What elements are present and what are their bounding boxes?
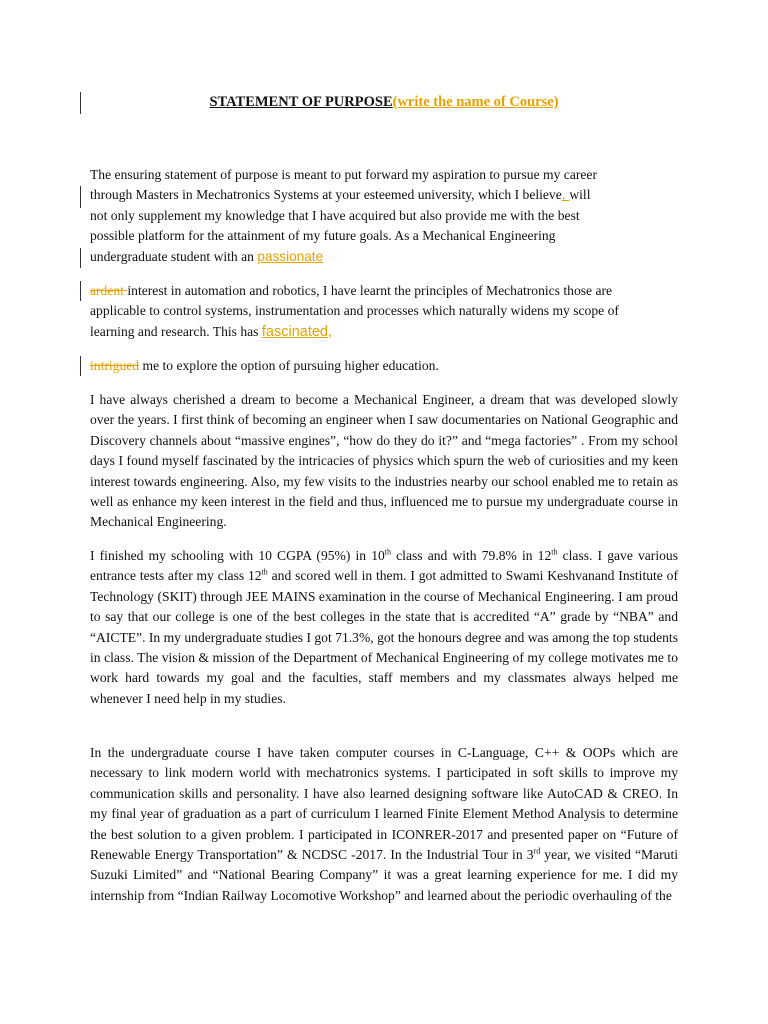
title-main: STATEMENT OF PURPOSE <box>209 94 393 110</box>
deleted-text: intrigued <box>90 358 140 373</box>
text-line: through Masters in Mechatronics Systems at your esteemed university, which I believe, will <box>90 187 591 203</box>
change-bar <box>80 186 81 208</box>
change-bar <box>80 248 81 268</box>
paragraph-intrigued <box>90 356 678 376</box>
page-title <box>0 94 768 111</box>
text-line: not only supplement my knowledge that I have acquired but also provide me with the best <box>90 207 580 223</box>
paragraph-undergraduate: In the undergraduate course I have taken computer courses in C-Language, C++ & OOPs which are necessary to link modern world with mechatronics systems. I participated in soft skills to improve my communication skills and personality. I have also learned designing software like AutoCAD & CREO. In my final year of graduation as a part of curriculum I learned Finite Element Method Analysis to determine the best solution to a given problem. I participated in ICONRER-2017 and presented paper on “Future of Renewable Energy Transportation” & NCDSC -2017. In the Industrial Tour in 3rd year, we visited “Maruti Suzuki Limited” and “National Bearing Company” it was a great learning experience for me. I did my internship from “Indian Railway Locomotive Workshop” and learned about the periodic overhauling of the <box>90 745 678 903</box>
text-line: possible platform for the attainment of my future goals. As a Mechanical Engineering <box>90 228 556 244</box>
text-line: applicable to control systems, instrumentation and processes which naturally widens my scope of <box>90 303 619 319</box>
change-bar <box>80 356 81 376</box>
intro-paragraph <box>90 165 678 267</box>
text-line: ardent interest in automation and robotics, I have learnt the principles of Mechatronics those are <box>90 283 613 298</box>
text-line: intrigued me to explore the option of pursuing higher education. <box>90 358 439 373</box>
inserted-text: passionate <box>257 248 324 264</box>
paragraph-interest <box>90 281 678 342</box>
title-course-hint: (write the name of Course) <box>392 94 559 110</box>
deleted-text: ardent <box>90 283 128 298</box>
text-line: The ensuring statement of purpose is meant to put forward my aspiration to pursue my career <box>90 167 597 182</box>
text-line: learning and research. This has fascinated, <box>90 323 333 340</box>
inserted-text: , <box>561 187 570 203</box>
paragraph-schooling: I finished my schooling with 10 CGPA (95%) in 10th class and with 79.8% in 12th class. I gave various entrance tests after my class 12th and scored well in them. I got admitted to Swami Keshvanand Institute of Technology (SKIT) through JEE MAINS examination in the course of Mechanical Engineering. I am proud to say that our college is one of the best colleges in the state that is accredited “A” grade by “NBA” and “AICTE”. In my undergraduate studies I got 71.3%, got the honours degree and was among the top students in class. The vision & mission of the Department of Mechanical Engineering of my college motivates me to work hard towards my goal and the faculties, staff members and my classmates always helped me whenever I need help in my studies. <box>90 547 678 706</box>
change-bar <box>80 281 81 301</box>
text-line: undergraduate student with an passionate <box>90 248 324 264</box>
paragraph-dream: I have always cherished a dream to become a Mechanical Engineer, a dream that was developed slowly over the years. I first think of becoming an engineer when I saw documentaries on National Geographic and Discovery channels about “massive engines”, “how do they do it?” and “mega factories” . From my school days I found myself fascinated by the intricacies of physics which spurn the web of curiosities and my keen interest towards engineering. Also, my few visits to the industries nearby our school enabled me to retain as well as enhance my keen interest in the field and thus, influenced me to pursue my undergraduate course in Mechanical Engineering. <box>90 392 678 530</box>
inserted-text: fascinated, <box>261 323 333 340</box>
